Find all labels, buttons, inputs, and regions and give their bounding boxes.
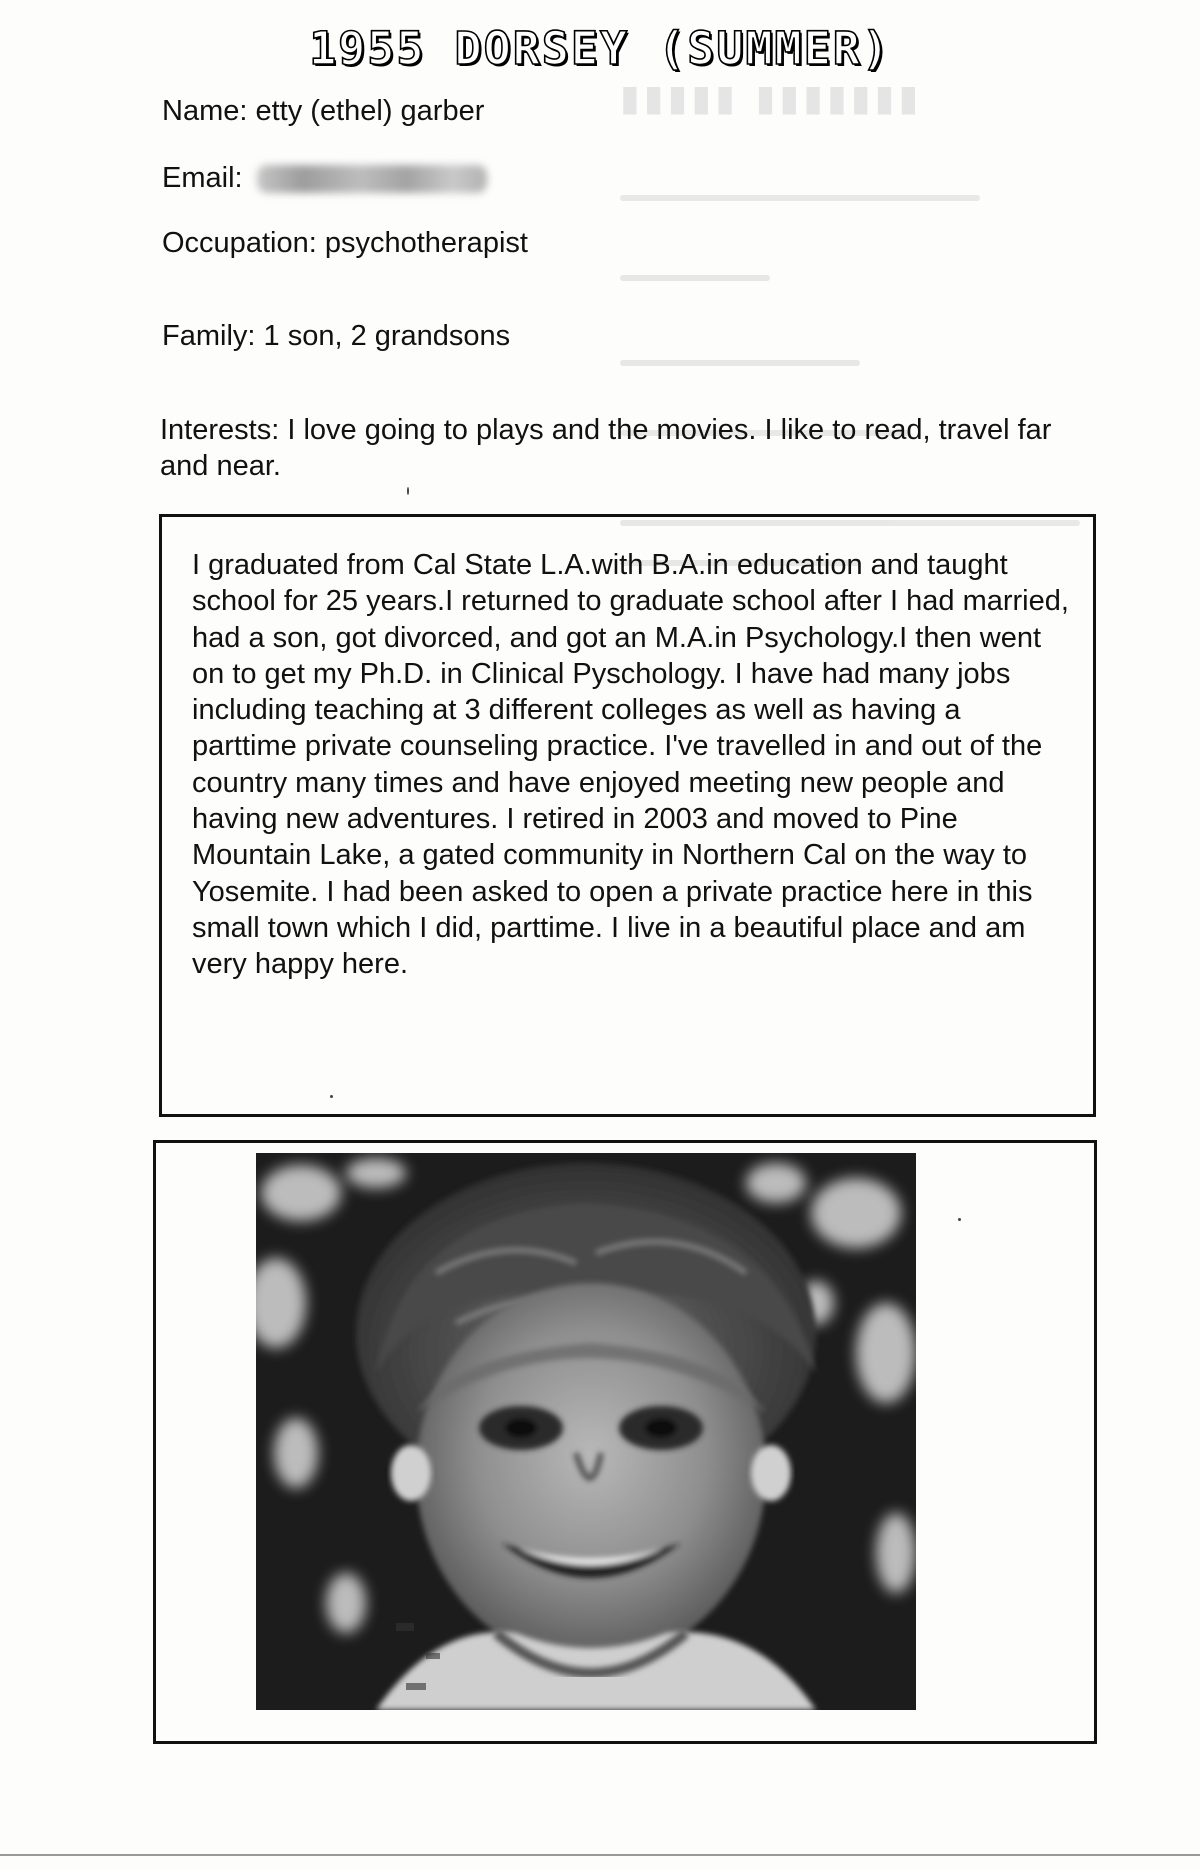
interests-row	[160, 412, 1060, 484]
portrait-photo-icon	[256, 1153, 916, 1710]
name-row	[162, 93, 484, 129]
page-title: 1955 DORSEY (SUMMER)	[309, 22, 891, 75]
occupation-row	[162, 225, 528, 261]
email-redacted-value	[257, 165, 487, 193]
scan-speck	[958, 1218, 961, 1221]
email-row	[162, 160, 487, 196]
bio-box	[159, 514, 1096, 1117]
photo-box	[153, 1140, 1097, 1744]
occupation-label: Occupation:	[162, 227, 317, 259]
interests-value: I love going to plays and the movies. I like to read, travel far and near.	[160, 414, 1052, 482]
bleed-through-ghost: ▮▮▮▮▮ ▮▮▮▮▮▮▮	[560, 60, 1120, 600]
scan-speck	[330, 1095, 333, 1098]
scan-speck	[407, 487, 409, 495]
bio-text: I graduated from Cal State L.A.with B.A.in education and taught school for 25 years.I returned to graduate school after I had married, had a son, got divorced, and got an M.A.in Psychology.I then went on to get my Ph.D. in Clinical Pyschology. I have had many jobs including teaching at 3 different colleges as well as having a parttime private counseling practice. I've travelled in and out of the country many times and have enjoyed meeting new people and having new adventures. I retired in 2003 and moved to Pine Mountain Lake, a gated community in Northern Cal on the way to Yosemite. I had been asked to open a private practice here in this small town which I did, parttime. I live in a beautiful place and am very happy here.	[192, 549, 1069, 981]
name-label: Name:	[162, 95, 248, 127]
occupation-value: psychotherapist	[324, 227, 528, 259]
page-edge	[0, 1854, 1200, 1856]
family-value: 1 son, 2 grandsons	[263, 320, 511, 352]
family-label: Family:	[162, 320, 256, 352]
family-row	[162, 318, 510, 354]
name-value: etty (ethel) garber	[255, 95, 485, 127]
email-label: Email:	[162, 162, 243, 194]
interests-label: Interests:	[160, 414, 280, 446]
